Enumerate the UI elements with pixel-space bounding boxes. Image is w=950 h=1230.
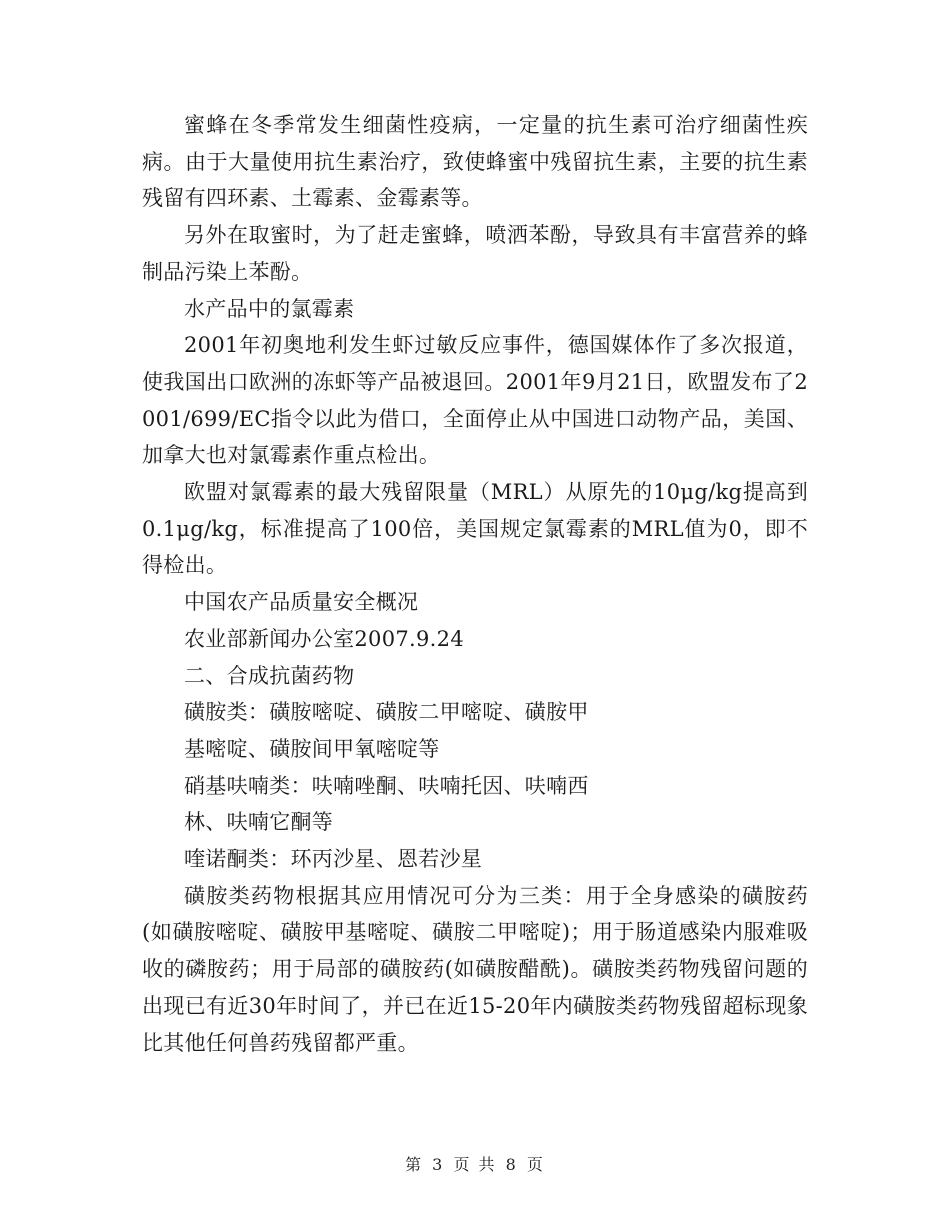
paragraph-austria-shrimp: 2001年初奥地利发生虾过敏反应事件，德国媒体作了多次报道，使我国出口欧洲的冻虾等产品被退回。2001年9月21日，欧盟发布了2001/699/EC指令以此为借口，全面停止从中国进口动物产品，美国、加拿大也对氯霉素作重点检出。 [142, 333, 808, 468]
footer-current-page: 3 [432, 1155, 445, 1174]
list-sulfonamides-2: 基嘧啶、磺胺间甲氧嘧啶等 [184, 736, 440, 761]
footer-suffix: 页 [526, 1155, 545, 1174]
paragraph-sulfonamide-classes: 磺胺类药物根据其应用情况可分为三类：用于全身感染的磺胺药(如磺胺嘧啶、磺胺甲基嘧啶、磺胺二甲嘧啶)；用于肠道感染内服难吸收的磷胺药；用于局部的磺胺药(如磺胺醋酰)。磺胺类药物残留问题的出现已有近30年时间了，并已在近15-20年内磺胺类药物残留超标现象比其他任何兽药残留都严重。 [142, 883, 808, 1055]
list-quinolones: 喹诺酮类：环丙沙星、恩若沙星 [184, 847, 483, 872]
footer-total-pages: 8 [505, 1155, 518, 1174]
paragraph-eu-mrl: 欧盟对氯霉素的最大残留限量（MRL）从原先的10μg/kg提高到0.1μg/kg，标准提高了100倍，美国规定氯霉素的MRL值为0，即不得检出。 [142, 480, 808, 578]
list-nitrofurans-1: 硝基呋喃类：呋喃唑酮、呋喃托因、呋喃西 [184, 773, 589, 798]
document-body [142, 107, 808, 1061]
list-nitrofurans-2: 林、呋喃它酮等 [184, 810, 334, 835]
heading-synthetic-antibacterials: 二、合成抗菌药物 [184, 663, 355, 688]
list-sulfonamides-1: 磺胺类：磺胺嘧啶、磺胺二甲嘧啶、磺胺甲 [184, 700, 589, 725]
paragraph-phenol: 另外在取蜜时，为了赶走蜜蜂，喷洒苯酚，导致具有丰富营养的蜂制品污染上苯酚。 [142, 223, 808, 284]
source-line: 农业部新闻办公室2007.9.24 [184, 626, 464, 651]
heading-aquatic-chloramphenicol: 水产品中的氯霉素 [184, 296, 355, 321]
paragraph-bee-disease: 蜜蜂在冬季常发生细菌性疫病，一定量的抗生素可治疗细菌性疾病。由于大量使用抗生素治疗，致使蜂蜜中残留抗生素，主要的抗生素残留有四环素、土霉素、金霉素等。 [142, 113, 808, 211]
footer-prefix: 第 [405, 1155, 424, 1174]
heading-quality-overview: 中国农产品质量安全概况 [184, 590, 419, 615]
footer-middle: 页 共 [453, 1155, 497, 1174]
page-footer [0, 1152, 950, 1175]
